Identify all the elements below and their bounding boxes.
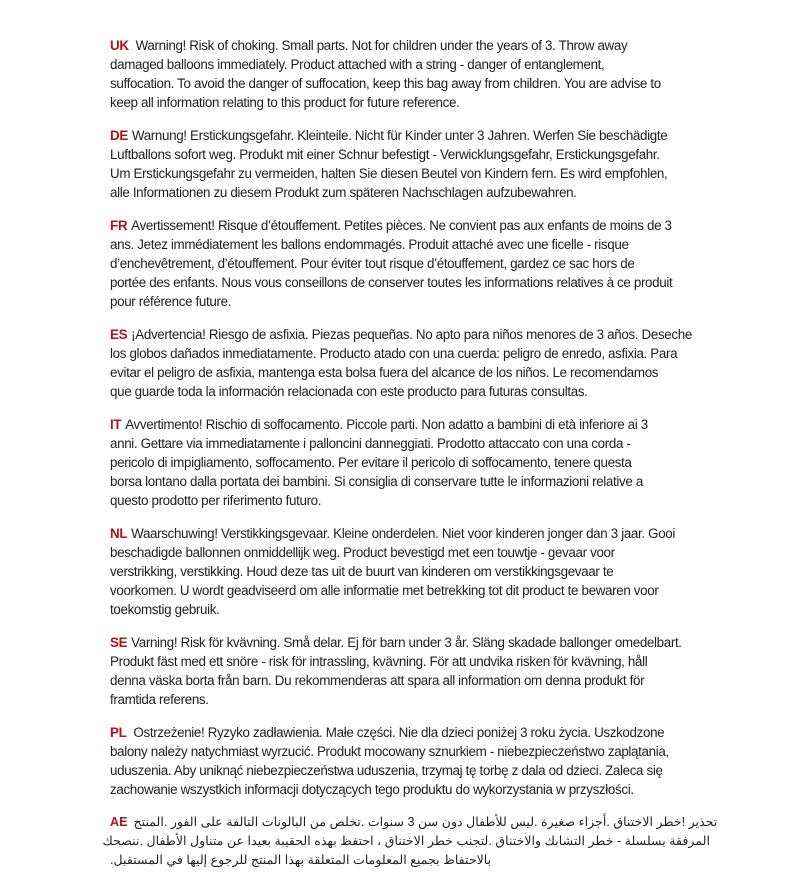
warning-line: verstrikking, verstikking. Houd deze tas uit de buurt van kinderen om verstikkingsgevaar te xyxy=(110,564,614,579)
warning-line: toekomstig gebruik. xyxy=(110,602,220,617)
warning-line: beschadigde ballonnen onmiddellijk weg. Product bevestigd met een touwtje - gevaar voor xyxy=(110,545,615,560)
warning-line xyxy=(110,126,710,145)
language-code-label: NL xyxy=(110,526,128,541)
warning-line: denna väska borta från barn. Du rekommenderas att spara all information om denna produkt för xyxy=(110,673,645,688)
warning-document xyxy=(102,36,718,884)
warning-text: تحذير !خطر الاختناق .أجزاء صغيرة .ليس للأطفال دون سن 3 سنوات .تخلص من البالونات التالفة على الفور .المنتج xyxy=(133,815,718,829)
warning-line xyxy=(110,524,710,543)
warning-line: alle Informationen zu diesem Produkt zum späteren Nachschlagen aufzubewahren. xyxy=(110,185,577,200)
warning-line: zachowanie wszystkich informacji dotyczących tego produktu do wykorzystania w przyszłości. xyxy=(110,782,634,797)
warning-text: Avertissement! Risque d’étouffement. Petites pièces. Ne convient pas aux enfants de moins de 3 xyxy=(131,218,672,233)
language-code-label: DE xyxy=(110,128,128,143)
warning-line xyxy=(110,633,710,652)
warning-line: voorkomen. U wordt geadviseerd om alle informatie met betrekking tot dit product te bewaren voor xyxy=(110,583,659,598)
warning-line: بالاحتفاظ بجميع المعلومات المتعلقة بهذا المنتج للرجوع إليها في المستقبل. xyxy=(110,853,492,867)
warning-block-nl xyxy=(110,524,710,619)
warning-line: balony należy natychmiast wyrzucić. Produkt mocowany sznurkiem - niebezpieczeństwo zaplątania, xyxy=(110,744,669,759)
warning-line: ans. Jetez immédiatement les ballons endommagés. Produit attaché avec une ficelle - risque xyxy=(110,237,629,252)
warning-text: Waarschuwing! Verstikkingsgevaar. Kleine onderdelen. Niet voor kinderen jonger dan 3 jaar. Gooi xyxy=(131,526,676,541)
warning-block-uk xyxy=(110,36,710,112)
warning-line: portée des enfants. Nous vous conseillons de conserver toutes les informations relatives à ce produit xyxy=(110,275,673,290)
warning-line: Luftballons sofort weg. Produkt mit einer Schnur befestigt - Verwicklungsgefahr, Erstickungsgefahr. xyxy=(110,147,660,162)
warning-block-fr xyxy=(110,216,710,311)
warning-line: uduszenia. Aby uniknąć niebezpieczeństwa uduszenia, trzymaj tę torbę z dala od dzieci. Zaleca się xyxy=(110,763,663,778)
warning-line: suffocation. To avoid the danger of suffocation, keep this bag away from children. You are advise to xyxy=(110,76,661,91)
warning-line: evitar el peligro de asfixia, mantenga esta bolsa fuera del alcance de los niños. Le recomendamos xyxy=(110,365,659,380)
language-code-label: UK xyxy=(110,38,129,53)
language-code-label: IT xyxy=(110,417,122,432)
warning-text: Ostrzeżenie! Ryzyko zadławienia. Małe części. Nie dla dzieci poniżej 3 roku życia. Uszkodzone xyxy=(133,725,665,740)
warning-text: ¡Advertencia! Riesgo de asfixia. Piezas pequeñas. No apto para niños menores de 3 años. Deseche xyxy=(131,327,692,342)
warning-line: que guarde toda la información relacionada con este producto para futuras consultas. xyxy=(110,384,588,399)
warning-line: keep all information relating to this product for future reference. xyxy=(110,95,460,110)
warning-text: Avvertimento! Rischio di soffocamento. Piccole parti. Non adatto a bambini di età inferiore ai 3 xyxy=(125,417,648,432)
warning-line xyxy=(110,36,710,55)
warning-line xyxy=(110,813,718,832)
language-code-label: ES xyxy=(110,327,128,342)
warning-block-pl xyxy=(110,723,710,799)
warning-block-es xyxy=(110,325,710,401)
warning-line: Produkt fäst med ett snöre - risk för intrassling, kvävning. För att undvika risken för kvävning, håll xyxy=(110,654,648,669)
warning-line: pericolo di impigliamento, soffocamento. Per evitare il pericolo di soffocamento, tenere questa xyxy=(110,455,632,470)
warning-text: Warning! Risk of choking. Small parts. Not for children under the years of 3. Throw away xyxy=(135,38,628,53)
warning-line xyxy=(110,723,710,742)
warning-line: framtida referens. xyxy=(110,692,209,707)
warning-line: pour référence future. xyxy=(110,294,232,309)
language-code-label: AE xyxy=(110,815,128,829)
warning-line xyxy=(110,216,710,235)
warning-block-it xyxy=(110,415,710,510)
warning-line: los globos dañados inmediatamente. Producto atado con una cuerda: peligro de enredo, asfixia. Para xyxy=(110,346,678,361)
warning-line: المرفقة بسلسلة - خطر التشابك والاختناق .لتجنب خطر الاختناق ، احتفظ بهذه الحقيبة بعيدا عن متناول الأطفال .ننصحك xyxy=(102,834,710,848)
warning-text: Varning! Risk för kvävning. Små delar. Ej för barn under 3 år. Släng skadade ballonger omedelbart. xyxy=(131,635,682,650)
warning-line xyxy=(110,325,710,344)
warning-block-se xyxy=(110,633,710,709)
warning-line: questo prodotto per riferimento futuro. xyxy=(110,493,322,508)
warning-block-de xyxy=(110,126,710,202)
warning-text: Warnung! Erstickungsgefahr. Kleinteile. Nicht für Kinder unter 3 Jahren. Werfen Sie beschädigte xyxy=(131,128,668,143)
language-code-label: PL xyxy=(110,725,127,740)
warning-line: borsa lontano dalla portata dei bambini. Si consiglia di conservare tutte le informazioni relative a xyxy=(110,474,643,489)
warning-line: d’enchevêtrement, d’étouffement. Pour éviter tout risque d’étouffement, gardez ce sac hors de xyxy=(110,256,635,271)
warning-block-ae xyxy=(102,813,718,870)
language-code-label: SE xyxy=(110,635,128,650)
warning-line xyxy=(110,415,710,434)
language-code-label: FR xyxy=(110,218,128,233)
warning-line: anni. Gettare via immediatamente i palloncini danneggiati. Prodotto attaccato con una corda - xyxy=(110,436,631,451)
warning-line: damaged balloons immediately. Product attached with a string - danger of entanglement, xyxy=(110,57,605,72)
warning-line: Um Erstickungsgefahr zu vermeiden, halten Sie diesen Beutel von Kindern fern. Es wird empfohlen, xyxy=(110,166,668,181)
